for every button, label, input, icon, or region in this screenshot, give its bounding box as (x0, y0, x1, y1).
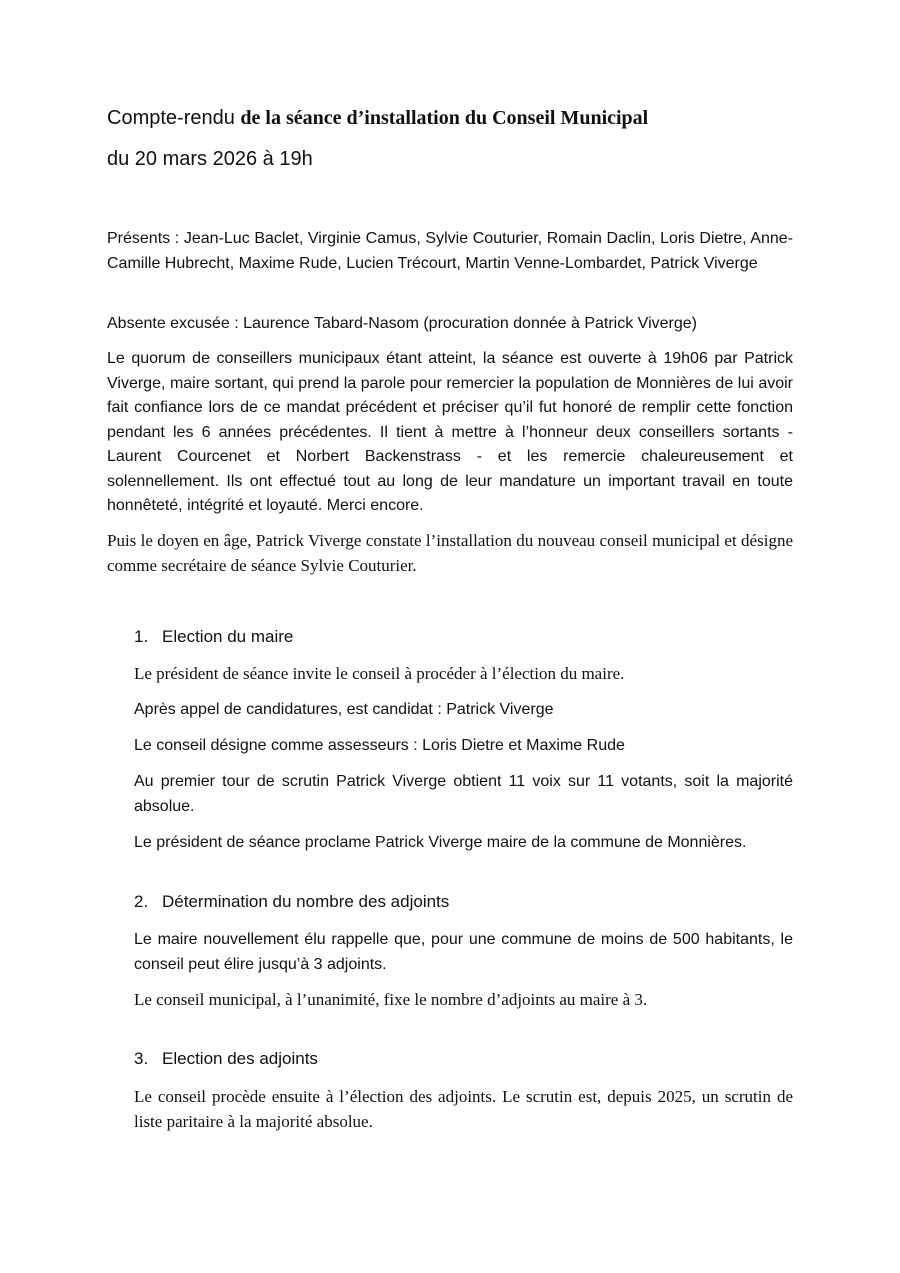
section-1-number: 1. (134, 627, 149, 646)
section-1-p2: Après appel de candidatures, est candidat : Patrick Viverge (134, 701, 554, 718)
section-3-number: 3. (134, 1049, 149, 1068)
presents-paragraph: Présents : Jean-Luc Baclet, Virginie Camus, Sylvie Couturier, Romain Daclin, Loris Dietre, Anne-Camille Hubrecht, Maxime Rude, Lucien Trécourt, Martin Venne-Lombardet, Patrick Viverge (107, 230, 793, 272)
title-prefix: Compte-rendu (107, 107, 241, 129)
section-1-p3: Le conseil désigne comme assesseurs : Loris Dietre et Maxime Rude (134, 737, 625, 754)
section-1-p4: Au premier tour de scrutin Patrick Viverge obtient 11 voix sur 11 votants, soit la majorité absolue. (134, 773, 793, 815)
section-3-title: Election des adjoints (162, 1049, 318, 1068)
section-2-p2: Le conseil municipal, à l’unanimité, fixe le nombre d’adjoints au maire à 3. (134, 990, 648, 1009)
doyen-paragraph: Puis le doyen en âge, Patrick Viverge constate l’installation du nouveau conseil municipal et désigne comme secrétaire de séance Sylvie Couturier. (107, 531, 793, 575)
quorum-paragraph: Le quorum de conseillers municipaux étant atteint, la séance est ouverte à 19h06 par Patrick Viverge, maire sortant, qui prend la parole pour remercier la population de Monnières de lui avoir fait confiance lors de ce mandat précédent et préciser qu’il fut honoré de remplir cette fonction pendant les 6 années précédentes. Il tient à mettre à l’honneur deux conseillers sortants - Laurent Courcenet et Norbert Backenstrass - et les remercie chaleureusement et solennellement. Ils ont effectué tout au long de leur mandature un important travail en toute honnêteté, intégrité et loyauté. Merci encore. (107, 350, 793, 514)
section-2-heading (134, 892, 449, 912)
document-subtitle: du 20 mars 2026 à 19h (107, 148, 313, 170)
document-title (107, 107, 648, 130)
section-3-p1: Le conseil procède ensuite à l’élection des adjoints. Le scrutin est, depuis 2025, un scrutin de liste paritaire à la majorité absolue. (134, 1087, 793, 1131)
absente-paragraph: Absente excusée : Laurence Tabard-Nasom (procuration donnée à Patrick Viverge) (107, 315, 697, 332)
section-2-number: 2. (134, 892, 149, 911)
section-1-heading (134, 627, 293, 647)
section-2-title: Détermination du nombre des adjoints (162, 892, 450, 911)
section-2-p1: Le maire nouvellement élu rappelle que, pour une commune de moins de 500 habitants, le conseil peut élire jusqu’à 3 adjoints. (134, 931, 793, 973)
section-1-title: Election du maire (162, 627, 294, 646)
title-main: de la séance d’installation du Conseil Municipal (240, 107, 649, 129)
section-1-p5: Le président de séance proclame Patrick Viverge maire de la commune de Monnières. (134, 834, 747, 851)
section-3-heading (134, 1049, 318, 1069)
section-1-p1: Le président de séance invite le conseil à procéder à l’élection du maire. (134, 664, 625, 683)
